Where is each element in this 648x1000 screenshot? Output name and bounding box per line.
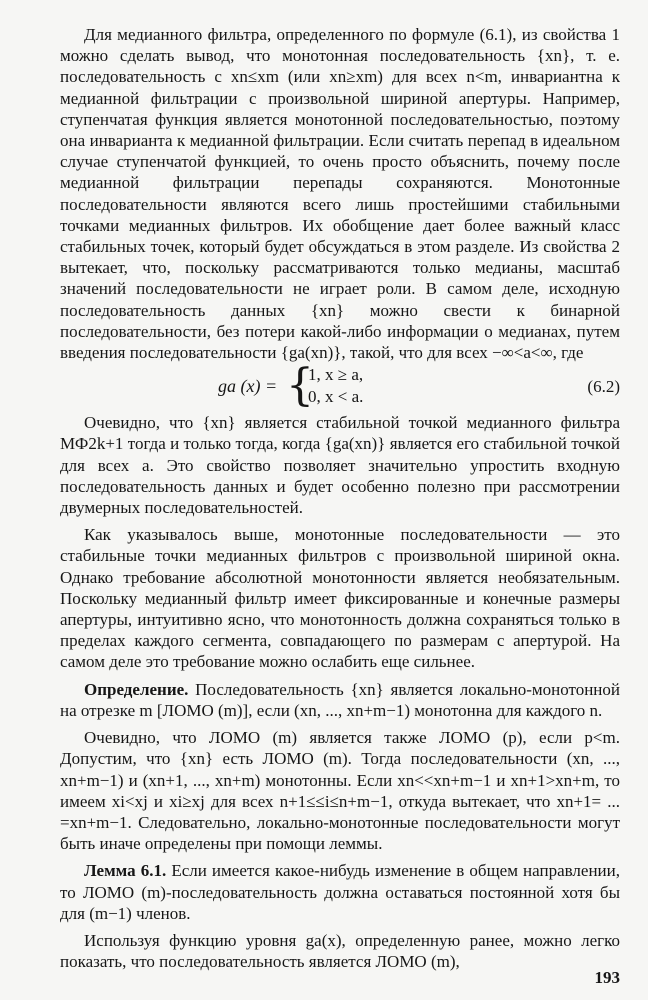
lemma-text: Если имеется какое-нибудь изменение в общем направлении, то ЛОМО (m)-последовательность должна оставаться постоянной хотя бы для (m−1) членов. [60, 861, 620, 923]
formula-case-2: 0, x < a. [308, 387, 364, 407]
definition-text: Последовательность {xn} является локально-монотонной на отрезке m [ЛОМО (m)], если (xn, ..., xn+m−1) монотонна для каждого n. [60, 679, 620, 720]
paragraph-2: Очевидно, что {xn} является стабильной точкой медианного фильтра МФ2k+1 тогда и только тогда, когда {ga(xn)} является его стабильной точкой для всех a. Это свойство позволяет значительно упростить входную последовательность данных и будет особенно полезно при рассмотрении двумерных последовательностей. [60, 413, 620, 518]
formula-case-1: 1, x ≥ a, [308, 365, 364, 385]
definition-paragraph [60, 679, 620, 721]
lemma-paragraph [60, 860, 620, 924]
formula-number: (6.2) [587, 377, 620, 397]
formula-brace: { [286, 360, 314, 412]
paragraph-5: Используя функцию уровня ga(x), определенную ранее, можно легко показать, что последовательность является ЛОМО (m), [60, 930, 620, 972]
paragraph-3: Как указывалось выше, монотонные последовательности — это стабильные точки медианных фильтров с произвольной шириной окна. Однако требование абсолютной монотонности является необязательным. Поскольку медианный фильтр имеет фиксированные и конечные размеры апертуры, интуитивно ясно, что монотонность должна сохраняться только в пределах каждого сегмента, совпадающего по размерам с апертурой. На самом деле это требование можно ослабить еще сильнее. [60, 525, 620, 672]
formula-6-2 [60, 360, 620, 412]
page-number: 193 [594, 968, 620, 987]
paragraph-4: Очевидно, что ЛОМО (m) является также ЛОМО (p), если p<m. Допустим, что {xn} есть ЛОМО (m). Тогда последовательности (xn, ..., xn+m−1) и (xn+1, ..., xn+m) монотонны. Если xn<<xn+m−1 и xn+1>xn+m, то имеем xi<xj и xi≥xj для всех n+1≤≤i≤n+m−1, откуда вытекает, что xn+1= ... =xn+m−1. Следовательно, локально-монотонные последовательности могут быть иначе определены при помощи леммы. [60, 728, 620, 854]
page-body [60, 24, 620, 972]
formula-lhs: ga (x) = [218, 376, 278, 397]
lemma-label: Лемма 6.1. [84, 861, 167, 881]
definition-label: Определение. [84, 679, 189, 699]
paragraph-1: Для медианного фильтра, определенного по формуле (6.1), из свойства 1 можно сделать вывод, что монотонная последовательность {xn}, т. е. последовательность с xn≤xm (или xn≥xm) для всех n<m, инвариантна к медианной фильтрации с произвольной шириной апертуры. Например, ступенчатая функция является монотонной последовательностью, поэтому она инварианта к медианной фильтрации. Если считать перепад в идеальном случае ступенчатой функцией, то очень просто объяснить, почему после медианной фильтрации перепады сохраняются. Монотонные последовательности являются всего лишь простейшими стабильными точками медианных фильтров. Их обобщение дает более важный класс стабильных точек, который будет обсуждаться в этом разделе. Из свойства 2 вытекает, что, поскольку рассматриваются только медианы, масштаб значений последовательности не играет роли. В самом деле, исходную последовательность данных {xn} можно свести к бинарной последовательности, без потери какой-либо информации о медианах, путем введения последовательности {ga(xn)}, такой, что для всех −∞<a<∞, где [60, 25, 620, 363]
